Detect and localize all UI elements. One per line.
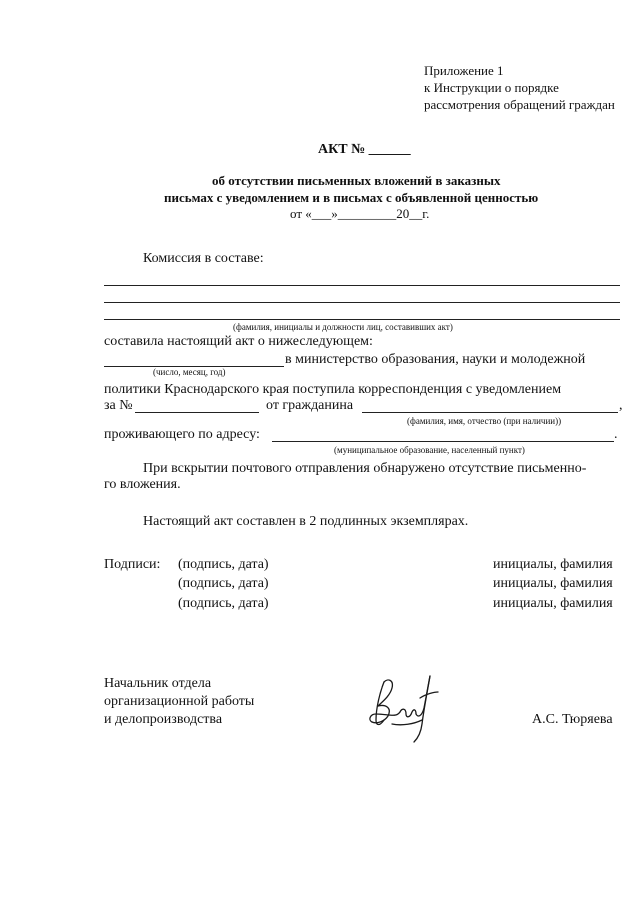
footer-name: А.С. Тюряева — [532, 712, 613, 727]
signature-sign-1: (подпись, дата) — [178, 557, 269, 572]
address-period: . — [614, 427, 618, 442]
commission-line-1 — [104, 285, 620, 286]
signature-name-1: инициалы, фамилия — [493, 557, 613, 572]
appendix-line-3: рассмотрения обращений граждан — [424, 97, 615, 112]
footer-position-3: и делопроизводства — [104, 712, 223, 727]
commission-line-2 — [104, 302, 620, 303]
commission-label: Комиссия в составе: — [143, 251, 264, 266]
number-label: за № — [104, 398, 133, 413]
politics-text: политики Краснодарского края поступила корреспонденция с уведомлением — [104, 382, 562, 397]
handwritten-signature — [362, 668, 442, 746]
footer-position-2: организационной работы — [104, 694, 255, 709]
act-date: от «___»_________20__г. — [290, 206, 430, 221]
signature-name-3: инициалы, фамилия — [493, 596, 613, 611]
citizen-label: от гражданина — [266, 398, 354, 413]
address-label: проживающего по адресу: — [104, 427, 260, 442]
signature-name-2: инициалы, фамилия — [493, 576, 613, 591]
footer-position-1: Начальник отдела — [104, 676, 212, 691]
signatures-label: Подписи: — [104, 557, 161, 572]
copies-text: Настоящий акт составлен в 2 подлинных экземплярах. — [143, 514, 469, 529]
address-line — [272, 441, 614, 442]
signature-sign-2: (подпись, дата) — [178, 576, 269, 591]
opening-text-1: При вскрытии почтового отправления обнаружено отсутствие письменно- — [143, 461, 587, 476]
act-subtitle-2: письмах с уведомлением и в письмах с объявленной ценностью — [164, 190, 539, 205]
act-subtitle-1: об отсутствии письменных вложений в заказных — [212, 173, 501, 188]
fio-hint: (фамилия, имя, отчество (при наличии)) — [407, 416, 562, 426]
citizen-line — [362, 412, 618, 413]
address-hint: (муниципальное образование, населенный пункт) — [334, 445, 525, 455]
act-title: АКТ № ______ — [318, 142, 411, 157]
appendix-line-1: Приложение 1 — [424, 63, 504, 78]
commission-line-3 — [104, 319, 620, 320]
date-hint: (число, месяц, год) — [153, 367, 226, 377]
citizen-comma: , — [619, 398, 623, 413]
opening-text-2: го вложения. — [104, 477, 181, 492]
number-line — [135, 412, 259, 413]
appendix-line-2: к Инструкции о порядке — [424, 80, 559, 95]
signature-sign-3: (подпись, дата) — [178, 596, 269, 611]
ministry-text: в министерство образования, науки и молодежной — [285, 352, 586, 367]
compiled-text: составила настоящий акт о нижеследующем: — [104, 334, 373, 349]
commission-hint: (фамилия, инициалы и должности лиц, составивших акт) — [233, 322, 453, 332]
